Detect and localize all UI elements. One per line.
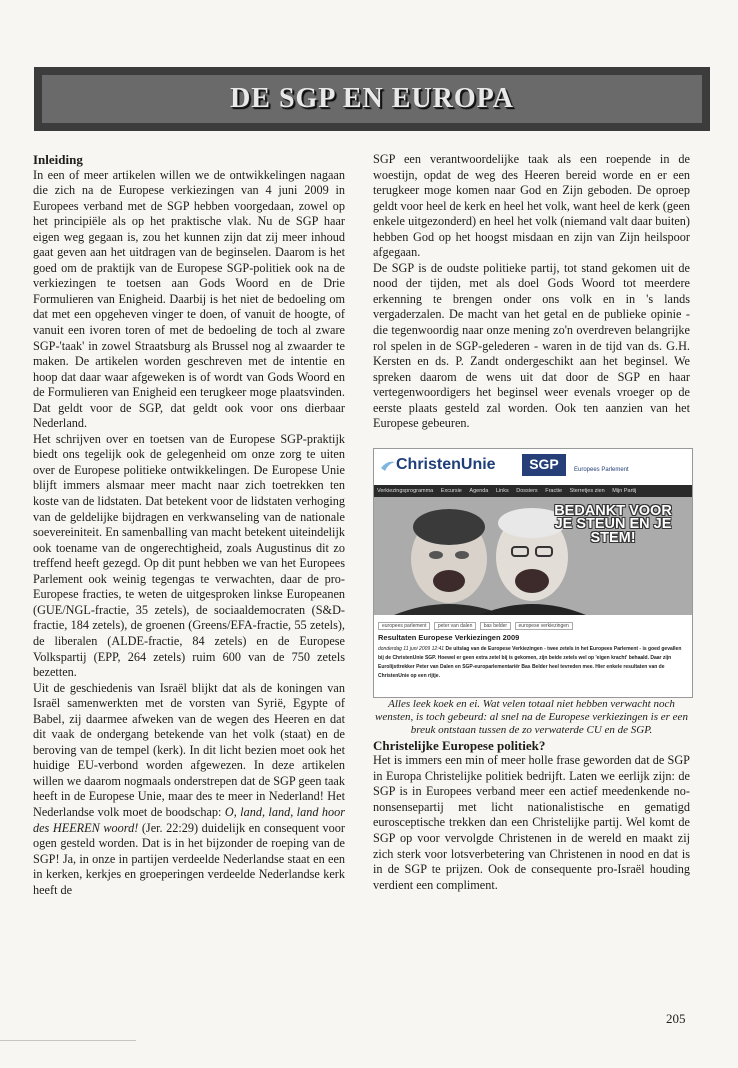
- thank-you-slogan: BEDANKT VOOR JE STEUN EN JE STEM!: [554, 502, 672, 546]
- title-banner-inner: [42, 75, 702, 123]
- page-title: DE SGP EN EUROPA: [230, 83, 514, 114]
- tag[interactable]: europese verkiezingen: [515, 622, 573, 630]
- nav-item: Fractie: [545, 487, 563, 494]
- article-title[interactable]: Resultaten Europese Verkiezingen 2009: [378, 632, 520, 642]
- section-heading-christian-politics: Christelijke Europese politiek?: [373, 737, 546, 753]
- nav-item: Sterretjes zien: [569, 487, 605, 494]
- article-date: donderdag 11 juni 2009 12:41: [378, 645, 445, 652]
- nav-item: Dossiers: [516, 487, 538, 494]
- paragraph-israel: [33, 681, 345, 899]
- title-banner: [34, 67, 710, 131]
- nav-item: Excursie: [440, 487, 462, 494]
- page-number: 205: [666, 1011, 686, 1026]
- paragraph-oldest-party: De SGP is de oudste politieke partij, tot stand gekomen uit de nood der tijden, met als doel Gods Woord tot meerdere erkenning te brengen onder ons volk en in 's lands vergaderzalen. De macht van het getal en de publieke opinie - die tegenwoordig naar onze mening zo'n overdreven belangrijke rol spelen in de SGP-gelederen - waren in de tijd van ds. G.H. Kersten en ds. P. Zandt ondergeschikt aan het beginsel. We spreken daarom de wens uit dat door de SGP en haar vertegenwoordigers het beginsel weer evenals vroeger op de eerste plaats gesteld zal worden. Ook ten aanzien van het Europese gebeuren.: [373, 260, 690, 431]
- tag[interactable]: peter van dalen: [434, 622, 476, 630]
- paragraph-israel-part2: (Jer. 22:29) duidelijk en consequent voor ogen gesteld worden. Dat is in het bijzonder de roeping van de SGP! Ja, in onze in partijen verdeelde Nederlandse staat en een in kerken, kerkjes en groeperingen verdeelde Nederlandse kerk heeft de: [33, 820, 345, 897]
- article-body: De uitslag van de Europese Verkiezingen - twee zetels in het Europees Parlement - is goed gevallen bij de ChristenUnie SGP. Hoewel er geen extra zetel bij is gekomen, zijn beide zetels wel op 'eigen kracht' behaald. Daar zijn Eurolijsttrekker Peter van Dalen en SGP-europarlementariër Bas Belder heel tevreden mee. Hier enkele resultaten van de ChristenUnie op een rijtje.: [378, 645, 682, 679]
- paragraph-eu-concerns: Het schrijven over en toetsen van de Europese SGP-praktijk biedt ons tegelijk ook de gelegenheid om onze zorg te uiten over de Europese politieke ontwikkelingen. De Europese Unie blijft immers alsmaar meer macht naar zich toetrekken ten koste van de lidstaten. Dat betekent voor de lidstaten verhoging van de geldelijke bijdragen en verkwanseling van de nationale soevereiniteit. En samenballing van macht betekent uiteindelijk ook toename van de ongerechtigheid, zoals Augustinus dit zo treffend heeft gezegd. Op dit punt hebben we van het Europees Parlement ook weinig tegengas te verwachten, daar de pro-Europese fracties, te weten de uitgesproken linkse Europeanen (GUE/NGL-fractie, 35 zetels), de sociaaldemocraten (S&D-fractie, 184 zetels), de groenen (Greens/EFA-fractie, 55 zetels), de liberalen (ALDE-fractie, 84 zetels) en de Europese Volkspartij (EPP, 264 zetels) ruim 600 van de 750 zetels bezetten.: [33, 431, 345, 680]
- nav-item: Agenda: [469, 487, 489, 494]
- bottom-rule: [0, 1040, 136, 1041]
- screenshot-nav: [374, 485, 692, 497]
- politicians-photo: [374, 497, 692, 615]
- nav-item: Mijn Partij: [612, 487, 637, 494]
- paragraph-christian-politics: Het is immers een min of meer holle frase geworden dat de SGP in Europa Christelijke politiek bedrijft. Laten we eerlijk zijn: de SGP is in Europees verband meer een actief meedenkende no-nonsensepartij met licht nationalistische en gematigd eurosceptische trekken dan een Christelijke partij. Wel komt de SGP op voor vervolgde Christenen in de wereld en maakt zij zich sterk voor lotsverbetering van Christenen in nood en dat is in de SGP te prijzen. Ook de consequente pro-Israël houding verdient een compliment.: [373, 753, 690, 892]
- website-screenshot: [373, 448, 693, 698]
- left-column: [33, 152, 345, 898]
- nav-item: Verkiezingsprogramma: [377, 487, 434, 494]
- section-heading-inleiding: Inleiding: [33, 152, 83, 167]
- scripture-quote: O, land, land, land hoor des HEEREN woord!: [33, 804, 345, 835]
- screenshot-header: [374, 449, 692, 485]
- christenunie-logo: ChristenUnie: [396, 455, 496, 473]
- christenunie-swoosh-icon: [380, 459, 396, 473]
- tag[interactable]: europees parlement: [378, 622, 430, 630]
- sgp-logo: SGP: [522, 454, 566, 476]
- header-subtitle: Europees Parlement: [574, 466, 629, 473]
- nav-item: Links: [495, 487, 509, 494]
- article-text: [378, 645, 686, 681]
- image-caption: Alles leek koek en ei. Wat velen totaal niet hebben verwacht noch wensten, is toch gebeurd: al snel na de Europese verkiezingen is er een breuk ontstaan tussen de zo verwaterde CU en de SGP.: [375, 697, 688, 737]
- right-column: [373, 152, 690, 893]
- paragraph-israel-part1: Uit de geschiedenis van Israël blijkt dat als de koningen van Israël samenwerkten met de vorsten van Syrië, Egypte of Babel, zij daarmee afweken van de wegen des Heeren en dat dit vaak de ondergang betekende van het volk (staat) en de beroving van de tempel (kerk). In dit licht bezien moet ook het huidige EU-verbond worden afgewezen. In deze artikelen willen we daarom nogmaals onderstrepen dat de SGP geen taak heeft in de Europese Unie, maar des te meer in Nederland! Het Nederlandse volk moet de boodschap:: [33, 680, 345, 819]
- paragraph-continuation: SGP een verantwoordelijke taak als een roepende in de woestijn, opdat de weg des Heeren bereid worde en er een terugkeer moge komen naar God en Zijn geboden. De oproep geldt voor heel de kerk en heel het volk, want heel de kerk (geen enkele uitgezonderd) en heel het volk (niemand valt daar buiten) hebben God op het hoogst misdaan en zijn van Zijn heilspoor afgegaan.: [373, 152, 691, 260]
- tag[interactable]: bas belder: [480, 622, 511, 630]
- paragraph-intro: In een of meer artikelen willen we de ontwikkelingen nagaan die zich na de Europese verkiezingen van 4 juni 2009 in Europees verband met de SGP hebben voorgedaan, zowel op het principiële als op het praktische vlak. Nu de SGP haar eigen weg gegaan is, zou het kunnen zijn dat zij meer inhoud gaat geven aan het uitdragen van de beginselen. Daarom is het goed om de praktijk van de Europese SGP-politiek ook na de verkiezingen te toetsen aan Gods Woord en de Drie Formulieren van Enigheid. Daarbij is het niet de bedoeling om dat met een opgeheven vinger te doen, of vanuit de hoogte, of vanuit een ivoren toren of met de bedoeling de toch al zware SGP-'taak' in zowel Straatsburg als Brussel nog al zwaarder te maken. De artikelen worden geschreven met de intentie en hoop dat daar waar afgeweken is of wordt van Gods Woord en de Formulieren van Enigheid een terugkeer moge plaatsvinden. Dat geldt voor de SGP, dat geldt ook voor ons dierbaar Nederland.: [33, 167, 345, 431]
